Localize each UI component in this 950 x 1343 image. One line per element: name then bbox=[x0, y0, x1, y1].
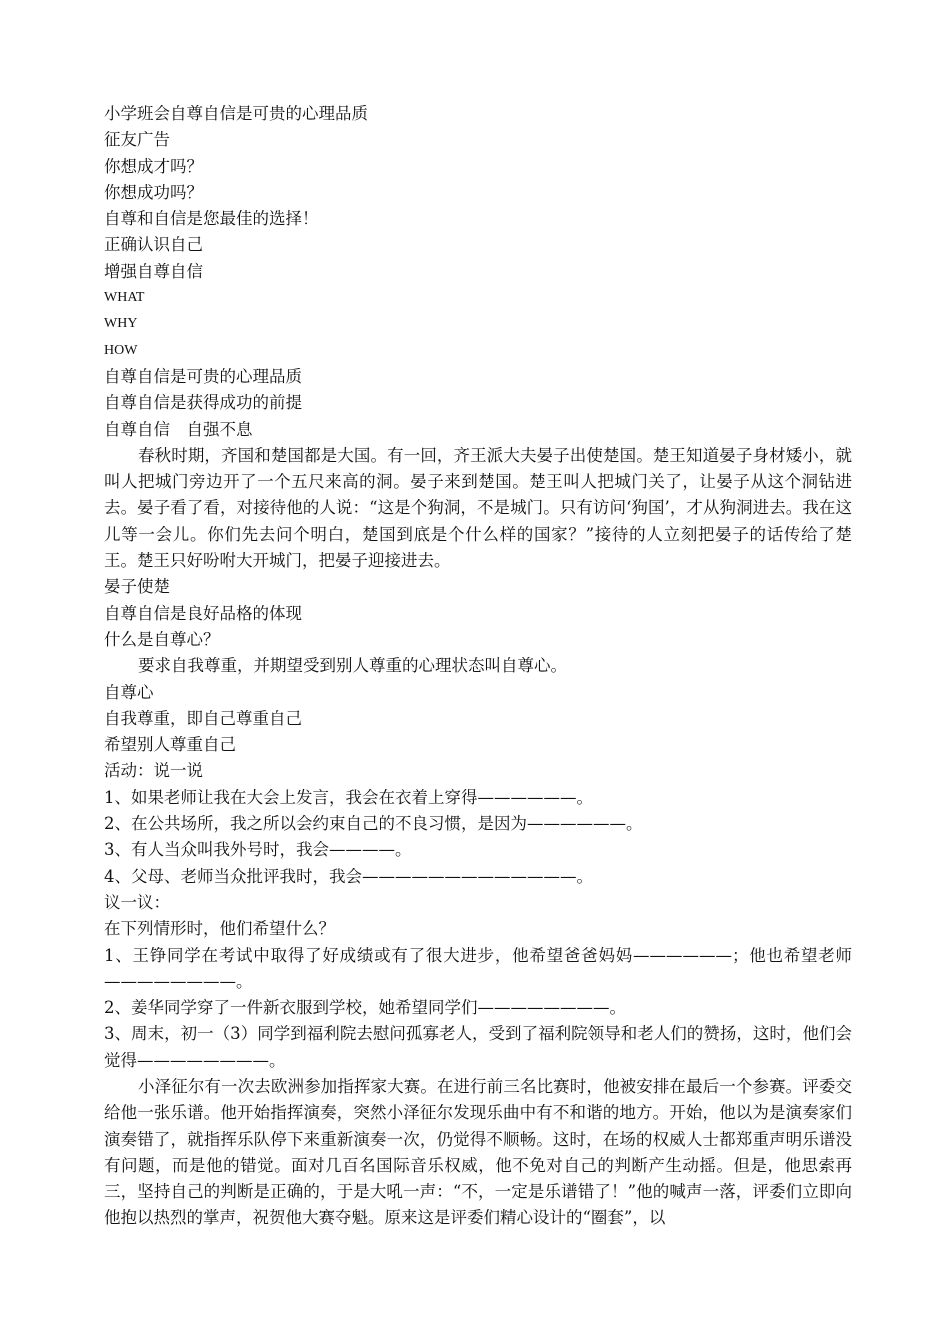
discuss-item-1: 1、王铮同学在考试中取得了好成绩或有了很大进步，他希望爸爸妈妈——————；他也希望老师————————。 bbox=[104, 945, 852, 991]
heading-know-self: 正确认识自己 bbox=[104, 235, 203, 255]
heading-boost-confidence: 增强自尊自信 bbox=[104, 261, 203, 281]
best-choice-line: 自尊和自信是您最佳的选择！ bbox=[104, 209, 319, 229]
label-what: WHAT bbox=[104, 290, 145, 306]
self-respect-point-1: 自我尊重，即自己尊重自己 bbox=[104, 708, 302, 728]
label-why: WHY bbox=[104, 316, 138, 332]
activity-item-1: 1、如果老师让我在大会上发言，我会在衣着上穿得——————。 bbox=[104, 787, 593, 807]
story-ozawa-paragraph: 小泽征尔有一次去欧洲参加指挥家大赛。在进行前三名比赛时，他被安排在最后一个参赛。评委交给他一张乐谱。他开始指挥演奏，突然小泽征尔发现乐曲中有不和谐的地方。开始，他以为是演奏家们演奏错了，就指挥乐队停下来重新演奏一次，仍觉得不顺畅。这时，在场的权威人士都郑重声明乐谱没有问题，而是他的错觉。面对几百名国际音乐权威，他不免对自己的判断产生动摇。但是，他思索再三，坚持自己的判断是正确的，于是大吼一声：“不，一定是乐谱错了！”他的喊声一落，评委们立即向他抱以热烈的掌声，祝贺他大赛夺魁。原来这是评委们精心设计的“圈套”，以 bbox=[104, 1076, 852, 1228]
heading-good-character: 自尊自信是良好品格的体现 bbox=[104, 603, 302, 623]
activity-heading: 活动：说一说 bbox=[104, 761, 203, 781]
question-success: 你想成功吗？ bbox=[104, 182, 203, 202]
discuss-item-2: 2、姜华同学穿了一件新衣服到学校，她希望同学们————————。 bbox=[104, 998, 626, 1018]
activity-item-3: 3、有人当众叫我外号时，我会————。 bbox=[104, 840, 412, 860]
heading-success-premise: 自尊自信是获得成功的前提 bbox=[104, 393, 302, 413]
ad-title: 征友广告 bbox=[104, 130, 170, 150]
activity-item-2: 2、在公共场所，我之所以会约束自己的不良习惯，是因为——————。 bbox=[104, 814, 643, 834]
discuss-heading: 议一议： bbox=[104, 892, 170, 912]
label-how: HOW bbox=[104, 342, 138, 358]
story-yanzi-title: 晏子使楚 bbox=[104, 577, 170, 597]
heading-self-respect: 自尊心 bbox=[104, 682, 154, 702]
definition-self-respect: 要求自我尊重，并期望受到别人尊重的心理状态叫自尊心。 bbox=[138, 656, 567, 676]
discuss-item-3: 3、周末，初一（3）同学到福利院去慰问孤寡老人，受到了福利院领导和老人们的赞扬，这时，他们会觉得————————。 bbox=[104, 1024, 852, 1070]
document-title: 小学班会自尊自信是可贵的心理品质 bbox=[104, 104, 368, 123]
question-talent: 你想成才吗？ bbox=[104, 156, 203, 176]
document-page bbox=[104, 101, 852, 1232]
discuss-question: 在下列情形时，他们希望什么？ bbox=[104, 919, 335, 939]
story-yanzi-paragraph: 春秋时期，齐国和楚国都是大国。有一回，齐王派大夫晏子出使楚国。楚王知道晏子身材矮小，就叫人把城门旁边开了一个五尺来高的洞。晏子来到楚国。楚王叫人把城门关了，让晏子从这个洞钻进去。晏子看了看，对接待他的人说：“这是个狗洞，不是城门。只有访问‘狗国’，才从狗洞进去。我在这儿等一会儿。你们先去问个明白，楚国到底是个什么样的国家？”接待的人立刻把晏子的话传给了楚王。楚王只好吩咐大开城门，把晏子迎接进去。 bbox=[104, 445, 852, 571]
heading-precious-quality: 自尊自信是可贵的心理品质 bbox=[104, 366, 302, 386]
self-respect-point-2: 希望别人尊重自己 bbox=[104, 735, 236, 755]
activity-item-4: 4、父母、老师当众批评我时，我会—————————————。 bbox=[104, 866, 593, 886]
question-self-respect: 什么是自尊心？ bbox=[104, 629, 220, 649]
heading-strive: 自尊自信 自强不息 bbox=[104, 419, 253, 439]
